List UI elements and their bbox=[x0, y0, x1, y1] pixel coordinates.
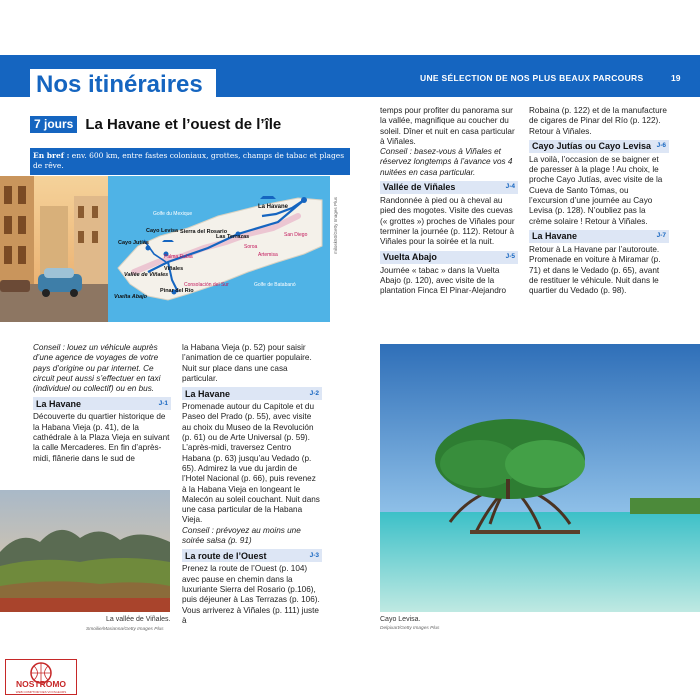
tip-vehicle: Conseil : louez un véhicule auprès d’une agence de voyages de votre pays d’origine ou par internet. Ce circuit peut aussi s’effectuer en taxi (individuel ou collectif) ou en bus. bbox=[33, 343, 161, 394]
itinerary-heading: La Havane et l’ouest de l’île bbox=[85, 115, 282, 133]
map-label-vallee-vinales: Vallée de Viñales bbox=[124, 272, 169, 278]
day-4-tag: J-4 bbox=[505, 183, 515, 191]
map-label-soroa: Soroa bbox=[244, 244, 258, 250]
day-2-tag: J-2 bbox=[309, 389, 319, 397]
map-label-artemisa: Artemisa bbox=[258, 252, 278, 258]
day-2-header bbox=[182, 387, 322, 400]
map-label-la-havane: La Havane bbox=[258, 204, 289, 210]
day-7-text: Retour à La Havane par l’autoroute. Promenade en voiture à Miramar (p. 71) et dans le Vedado (p. 65), avant de restituer le véhicule. Nuit dans le quartier du Vedado (p. 98). bbox=[529, 244, 661, 296]
day-6-tag: J-6 bbox=[656, 142, 666, 150]
map-label-vuelta-abajo: Vuelta Abajo bbox=[114, 294, 148, 300]
day-1-name: La Havane bbox=[36, 398, 82, 409]
map-label-pinar-del-rio: Pinar del Río bbox=[160, 288, 194, 294]
credit-levisa: Delpixart/Getty Images Plus bbox=[380, 626, 440, 631]
day-5-tag: J-5 bbox=[505, 252, 515, 260]
logo-name: NOSTROMO bbox=[15, 679, 67, 689]
map-label-gulf-batabano: Golfe de Batabanó bbox=[254, 282, 296, 288]
day-3-name: La route de l’Ouest bbox=[185, 550, 267, 561]
day-4-name: Vallée de Viñales bbox=[383, 182, 456, 193]
itinerary-title bbox=[30, 115, 281, 133]
day-6-text: La voilà, l’occasion de se baigner et de paresser à la plage ! Au choix, le proche Cayo Jutías, avec visite de la Cueva de Santo Tómas, ou l’excursion d’une journée au Cayo Levisa (p. 128). N’oubliez pas la crème solaire ! Retour à Viñales. bbox=[529, 154, 663, 226]
day-1-header bbox=[33, 397, 171, 410]
day-3-text: Prenez la route de l’Ouest (p. 104) avec pause en chemin dans la luxuriante Sierra del Rosario (p.106), puis déjeuner à Las Terrazas (p. 106). Vous arriverez à Viñales (p. 111) juste à bbox=[182, 564, 320, 625]
column-1 bbox=[33, 343, 171, 464]
tip-salsa: Conseil : prévoyez au moins une soirée salsa (p. 91) bbox=[182, 525, 301, 546]
header-content bbox=[0, 55, 700, 97]
day-1-text: Découverte du quartier historique de la Habana Vieja (p. 41), de la cathédrale à la Plaza Vieja en suivant la calle Mercaderes. En fin d’après-midi, flânerie dans le sud de bbox=[33, 412, 170, 463]
day-1-tag: J-1 bbox=[158, 399, 168, 407]
day-4-text: Randonnée à pied ou à cheval au pied des mogotes. Visite des cuevas (« grottes ») proches de Viñales pour terminer la journée (p. 112). Retour à Viñales pour la soirée et la nuit. bbox=[380, 196, 515, 247]
day-6-name: Cayo Jutías ou Cayo Levisa bbox=[532, 141, 652, 152]
day-6-header bbox=[529, 140, 669, 153]
caption-vinales: La vallée de Viñales. bbox=[106, 616, 171, 623]
map-label-consolacion: Consolación del Sur bbox=[184, 282, 229, 288]
page-number: 19 bbox=[671, 73, 681, 83]
day-5-name: Vuelta Abajo bbox=[383, 251, 437, 262]
column-4 bbox=[529, 106, 669, 296]
nostromo-logo bbox=[5, 659, 77, 695]
day-7-tag: J-7 bbox=[656, 232, 666, 240]
day-5-text: Journée « tabac » dans la Vuelta Abajo (p. 120), avec visite de la plantation Finca El Pinar-Alejandro bbox=[380, 265, 507, 296]
duration-badge: 7 jours bbox=[30, 116, 77, 133]
day-2-name: La Havane bbox=[185, 388, 231, 399]
day-5-header bbox=[380, 251, 518, 264]
map-label-palma-rubia: Palma Rubia bbox=[164, 254, 193, 260]
day-3-continued: temps pour profiter du panorama sur la vallée, magnifique au coucher du soleil. Dîner et nuit en casa particular à Viñales. bbox=[380, 106, 515, 146]
credit-vinales: Smoilie/Marianna/Getty Images Plus bbox=[86, 627, 164, 632]
logo-subtitle: WEB COMPTOIR DES VOYAGEURS bbox=[15, 690, 67, 694]
header-tagline: UNE SÉLECTION DE NOS PLUS BEAUX PARCOURS bbox=[420, 73, 644, 83]
caption-levisa: Cayo Levisa. bbox=[380, 616, 421, 623]
column-3 bbox=[380, 106, 518, 296]
column-2 bbox=[182, 343, 322, 626]
cayo-levisa-photo bbox=[380, 344, 700, 612]
map-label-san-diego: San Diego bbox=[284, 232, 308, 238]
summary-box bbox=[30, 148, 350, 175]
map-label-gulf-mexico: Golfe du Mexique bbox=[153, 211, 193, 217]
map-label-cayo-levisa: Cayo Levisa bbox=[146, 228, 179, 234]
day-7-header bbox=[529, 230, 669, 243]
summary-text: env. 600 km, entre fastes coloniaux, grottes, champs de tabac et plages de rêve. bbox=[33, 151, 345, 170]
day-3-header bbox=[182, 549, 322, 562]
map-credit: milosk50/Getty Images Plus bbox=[333, 197, 338, 254]
itinerary-map bbox=[108, 176, 330, 322]
map-label-vinales: Viñales bbox=[164, 266, 184, 272]
havana-street-photo bbox=[0, 176, 108, 322]
map-label-cayo-jutias: Cayo Jutías bbox=[118, 240, 149, 246]
map-label-sierra-rosario: Sierra del Rosario bbox=[180, 229, 228, 235]
day-3-tag: J-3 bbox=[309, 551, 319, 559]
day-4-header bbox=[380, 181, 518, 194]
map-label-las-terrazas: Las Terrazas bbox=[216, 234, 250, 240]
day-5-continued: Robaina (p. 122) et de la manufacture de cigares de Pinar del Río (p. 122). Retour à Viñales. bbox=[529, 106, 667, 136]
vinales-valley-photo bbox=[0, 490, 170, 612]
page-title: Nos itinéraires bbox=[36, 71, 203, 98]
tip-vinales: Conseil : basez-vous à Viñales et réservez longtemps à l’avance vos 4 nuitées en casa particular. bbox=[380, 147, 513, 177]
summary-label: En bref : bbox=[33, 151, 70, 160]
day-1-continued: la Habana Vieja (p. 52) pour saisir l’animation de ce quartier populaire. Nuit sur place dans une casa particular. bbox=[182, 343, 312, 383]
day-7-name: La Havane bbox=[532, 231, 578, 242]
day-2-text: Promenade autour du Capitole et du Paseo del Prado (p. 55), avec visite au choix du Museo de la Revolución (p. 61) ou de Arte Universal (p. 59). L’après-midi, traversez Centro Habana (p. 63) jusqu’au Vedado (p. 65). Admirez la vue du jardin de l’Hotel Nacional (p. 66), puis revenez à la Habana Vieja en longeant le Malecón au soleil couchant. Nuit dans une casa particular de la Habana Vieja. bbox=[182, 402, 320, 525]
